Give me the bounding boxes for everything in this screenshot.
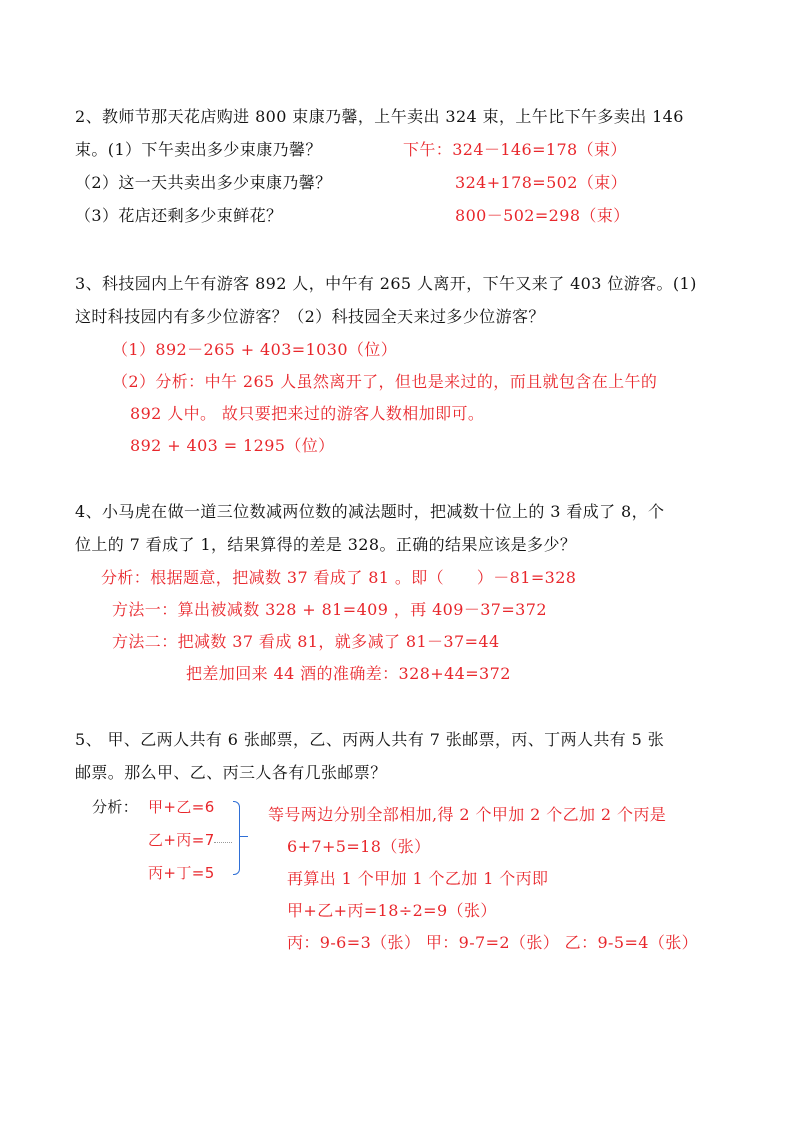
q2-text-line3: （2）这一天共卖出多少束康乃馨？ <box>75 173 332 192</box>
q3-answer3: 892 人中。 故只要把来过的游客人数相加即可。 <box>130 404 485 423</box>
q4-answer4: 把差加回来 44 酒的准确差：328+44=372 <box>186 664 511 683</box>
q2-text-line2: 束。(1）下午卖出多少束康乃馨？ <box>75 140 322 159</box>
q3-answer1: （1）892－265 + 403=1030（位） <box>112 340 398 359</box>
q2-answer3: 800－502=298（束） <box>455 206 630 225</box>
brace-tick <box>240 836 248 837</box>
q3-answer2: （2）分析：中午 265 人虽然离开了，但也是来过的，而且就包含在上午的 <box>112 372 658 391</box>
q5-equation2: 乙+丙=7 <box>148 831 215 849</box>
q4-text-line1: 4、小马虎在做一道三位数减两位数的减法题时，把减数十位上的 3 看成了 8，个 <box>75 502 665 521</box>
q5-equation1: 甲+乙=6 <box>148 798 215 816</box>
q4-answer1: 分析：根据题意，把减数 37 看成了 81 。即（ ）－81=328 <box>101 568 577 587</box>
q2-text-line1: 2、教师节那天花店购进 800 束康乃馨，上午卖出 324 束，上午比下午多卖出 146 <box>75 107 684 126</box>
q2-text-line4: （3）花店还剩多少束鲜花？ <box>75 206 283 225</box>
q3-text-line1: 3、科技园内上午有游客 892 人，中午有 265 人离开，下午又来了 403 位游客。(1) <box>75 274 697 293</box>
q4-text-line2: 位上的 7 看成了 1，结果算得的差是 328。正确的结果应该是多少？ <box>75 535 577 554</box>
q3-text-line2: 这时科技园内有多少位游客？（2）科技园全天来过多少位游客？ <box>75 307 545 326</box>
q5-answer5: 丙：9-6=3（张） 甲：9-7=2（张） 乙：9-5=4（张） <box>287 933 699 952</box>
q2-answer1: 下午：324－146=178（束） <box>403 140 627 159</box>
q5-answer4: 甲+乙+丙=18÷2=9（张） <box>287 901 497 920</box>
q5-answer1: 等号两边分别全部相加,得 2 个甲加 2 个乙加 2 个丙是 <box>268 805 667 824</box>
q5-analysis-label: 分析： <box>92 798 139 816</box>
q2-answer2: 324+178=502（束） <box>455 173 628 192</box>
q4-answer2: 方法一：算出被减数 328 + 81=409 ，再 409－37=372 <box>112 600 547 619</box>
q3-answer4: 892 + 403 = 1295（位） <box>130 436 335 455</box>
q5-answer3: 再算出 1 个甲加 1 个乙加 1 个丙即 <box>287 869 549 888</box>
q4-answer3: 方法二：把减数 37 看成 81，就多减了 81－37=44 <box>112 632 500 651</box>
q5-answer2: 6+7+5=18（张） <box>287 837 431 856</box>
dotted-leader <box>214 842 232 843</box>
q5-equation3: 丙+丁=5 <box>148 864 215 882</box>
q5-text-line1: 5、 甲、乙两人共有 6 张邮票，乙、丙两人共有 7 张邮票，丙、丁两人共有 5 张 <box>75 730 665 749</box>
brace-bracket <box>233 801 240 875</box>
q5-text-line2: 邮票。那么甲、乙、丙三人各有几张邮票？ <box>75 763 387 782</box>
